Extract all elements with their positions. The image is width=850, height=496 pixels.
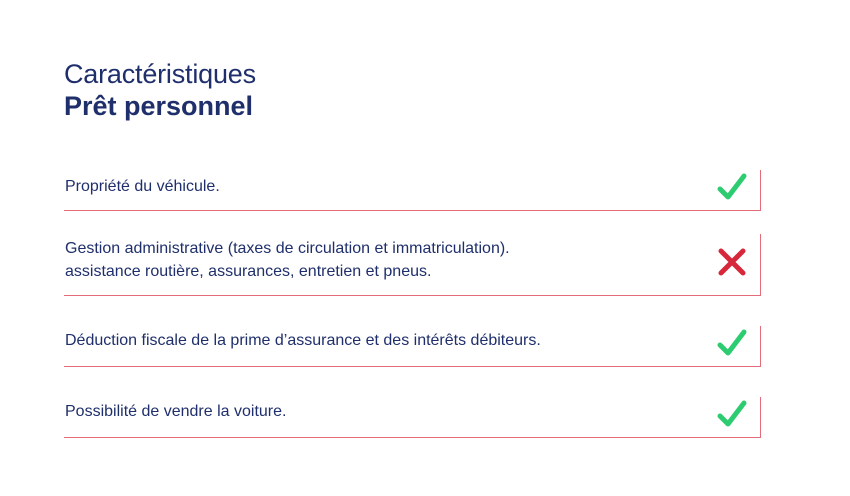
check-icon: [714, 397, 750, 433]
feature-line: Gestion administrative (taxes de circulation et immatriculation).: [65, 240, 510, 257]
feature-row: [64, 397, 761, 438]
cross-icon: [714, 244, 750, 280]
feature-text: [65, 175, 220, 198]
check-icon: [714, 170, 750, 206]
check-icon: [714, 326, 750, 362]
feature-row: [64, 234, 761, 296]
feature-row: [64, 170, 761, 211]
feature-line: Possibilité de vendre la voiture.: [65, 403, 287, 420]
feature-line: Déduction fiscale de la prime d’assurance et des intérêts débiteurs.: [65, 332, 541, 349]
feature-line: assistance routière, assurances, entretien et pneus.: [65, 263, 432, 280]
feature-text: [65, 329, 541, 352]
feature-line: Propriété du véhicule.: [65, 178, 220, 195]
title-line-1: Caractéristiques: [64, 59, 256, 89]
feature-text: [65, 237, 510, 283]
feature-text: [65, 400, 286, 423]
page-title: [64, 58, 256, 122]
feature-row: [64, 326, 761, 367]
title-line-2: Prêt personnel: [64, 91, 254, 121]
